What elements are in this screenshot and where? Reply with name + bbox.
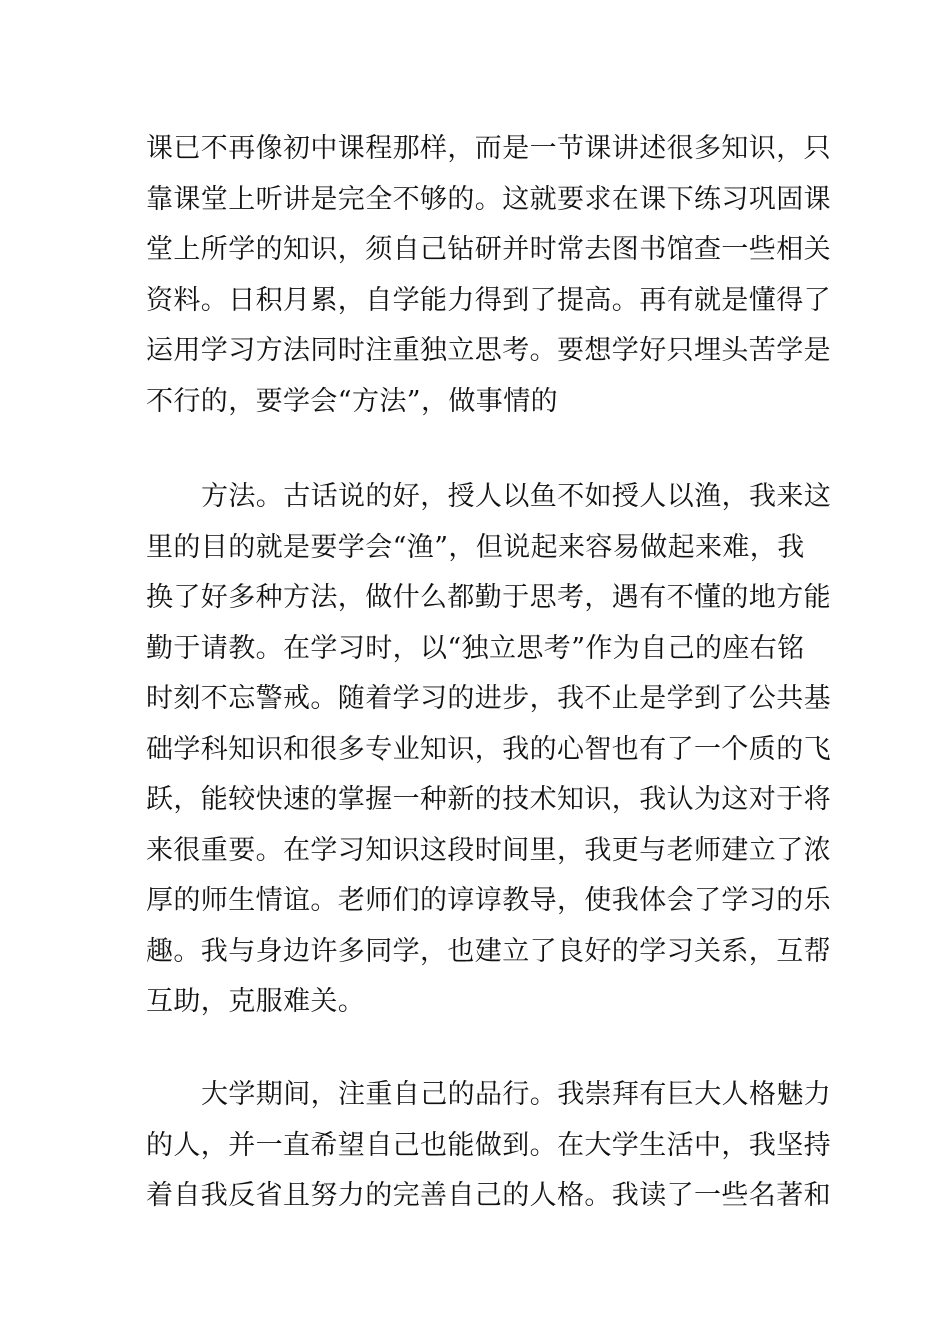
paragraph-learning-methods [146, 472, 832, 1028]
text-line: 堂上所学的知识，须自己钻研并时常去图书馆查一些相关 [146, 234, 831, 265]
text-line: 趣。我与身边许多同学，也建立了良好的学习关系，互帮 [146, 935, 831, 967]
text-line: 课已不再像初中课程那样，而是一节课讲述很多知识，只 [146, 133, 831, 164]
text-line: 方法。古话说的好，授人以鱼不如授人以渔，我来这 [201, 481, 832, 512]
text-line: 运用学习方法同时注重独立思考。要想学好只埋头苦学是 [146, 335, 831, 366]
text-line: 大学期间，注重自己的品行。我崇拜有巨大人格魅力 [201, 1079, 832, 1110]
text-line: 资料。日积月累，自学能力得到了提高。再有就是懂得了 [146, 284, 831, 316]
text-line: 勤于请教。在学习时，以“独立思考”作为自己的座右铭 [146, 632, 805, 664]
text-line: 不行的，要学会“方法”，做事情的 [146, 385, 559, 417]
text-line: 时刻不忘警戒。随着学习的进步，我不止是学到了公共基 [146, 683, 831, 714]
text-line: 靠课堂上听讲是完全不够的。这就要求在课下练习巩固课 [146, 183, 831, 215]
paragraph-study-habits [146, 124, 831, 427]
text-line: 跃，能较快速的掌握一种新的技术知识，我认为这对于将 [146, 784, 831, 815]
paragraph-character [146, 1070, 832, 1222]
text-line: 互助，克服难关。 [146, 986, 366, 1017]
text-line: 来很重要。在学习知识这段时间里，我更与老师建立了浓 [146, 834, 831, 866]
text-line: 的人，并一直希望自己也能做到。在大学生活中，我坚持 [146, 1129, 831, 1161]
text-line: 着自我反省且努力的完善自己的人格。我读了一些名著和 [146, 1180, 831, 1211]
text-line: 础学科知识和很多专业知识，我的心智也有了一个质的飞 [146, 733, 831, 765]
text-line: 里的目的就是要学会“渔”，但说起来容易做起来难，我 [146, 531, 805, 563]
text-line: 厚的师生情谊。老师们的谆谆教导，使我体会了学习的乐 [146, 885, 831, 916]
text-line: 换了好多种方法，做什么都勤于思考，遇有不懂的地方能 [146, 582, 831, 613]
